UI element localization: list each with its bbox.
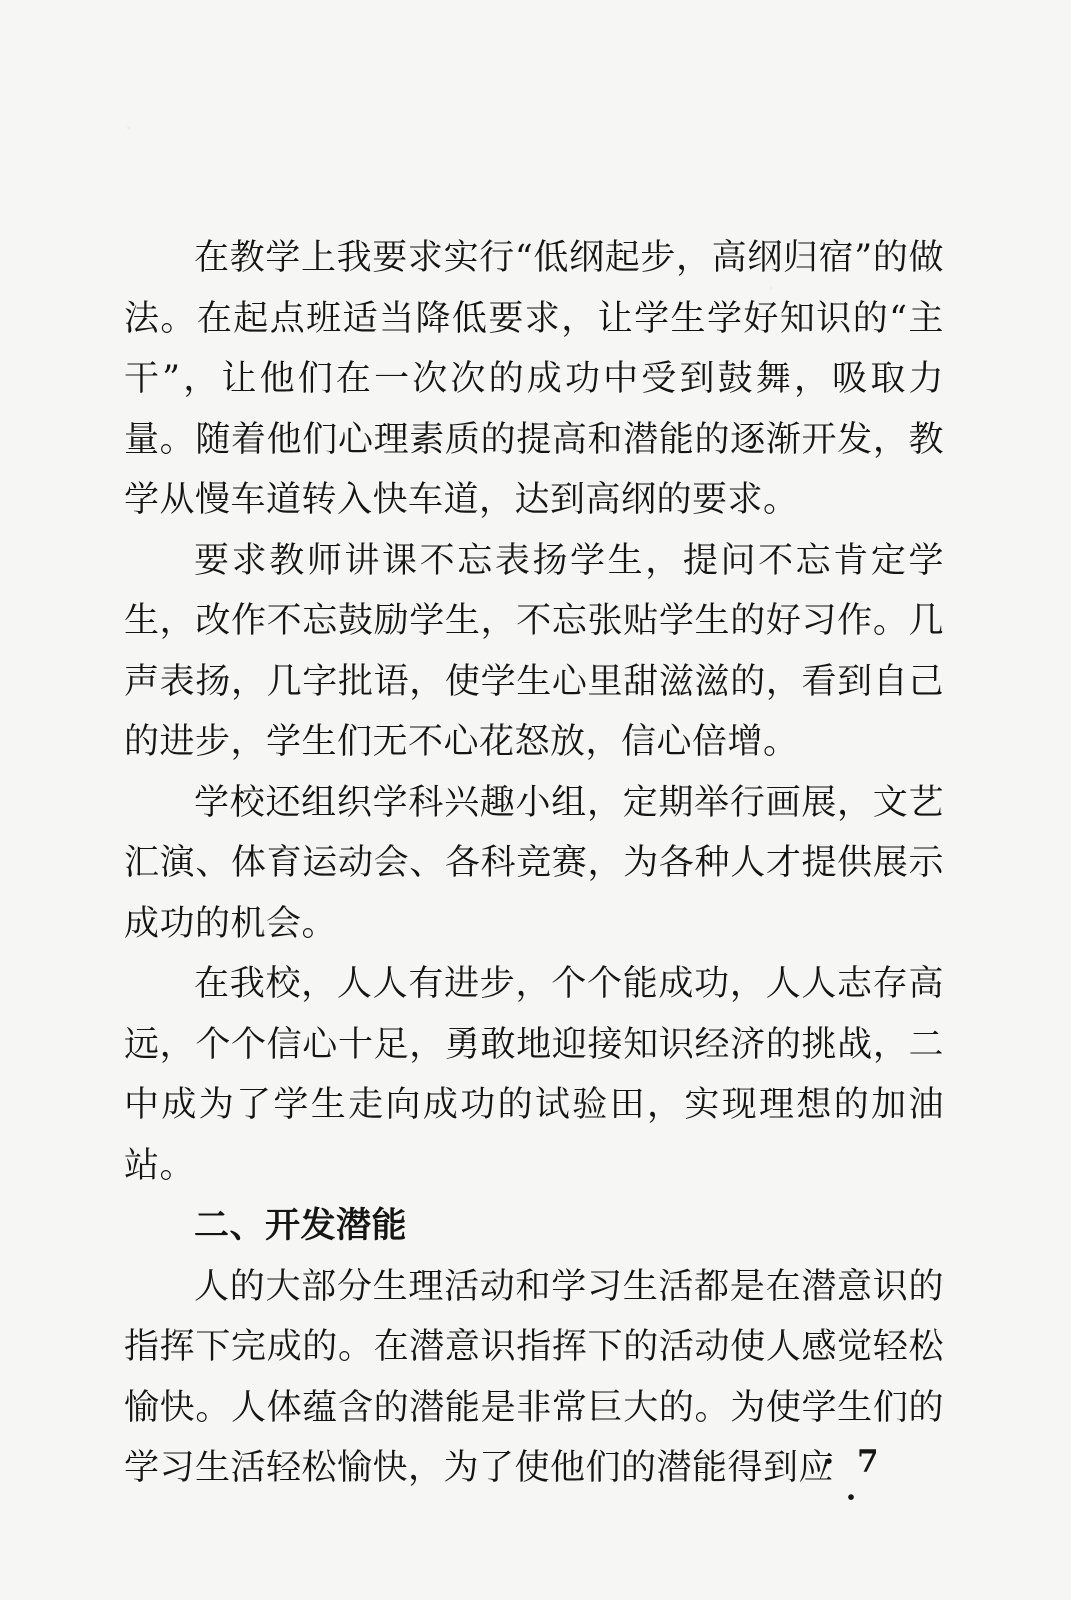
body-text (124, 228, 944, 1499)
paragraph-teaching-requirements: 在教学上我要求实行“低纲起步，高纲归宿”的做法。在起点班适当降低要求，让学生学好知识的“主干”，让他们在一次次的成功中受到鼓舞，吸取力量。随着他们心理素质的提高和潜能的逐渐开发，教学从慢车道转入快车道，达到高纲的要求。 (124, 238, 944, 520)
paragraph-teacher-praise: 要求教师讲课不忘表扬学生，提问不忘肯定学生，改作不忘鼓励学生，不忘张贴学生的好习作。几声表扬，几字批语，使学生心里甜滋滋的，看到自己的进步，学生们无不心花怒放，信心倍增。 (124, 540, 944, 762)
paragraph-potential: 人的大部分生理活动和学习生活都是在潜意识的指挥下完成的。在潜意识指挥下的活动使人感觉轻松愉快。人体蕴含的潜能是非常巨大的。为使学生们的学习生活轻松愉快，为了使他们的潜能得到应 (124, 1266, 944, 1488)
page-number: · 7 · (823, 1444, 885, 1516)
paragraph-school-success: 在我校，人人有进步，个个能成功，人人志存高远，个个信心十足，勇敢地迎接知识经济的挑战，二中成为了学生走向成功的试验田，实现理想的加油站。 (124, 964, 944, 1186)
paragraph-school-activities: 学校还组织学科兴趣小组，定期举行画展，文艺汇演、体育运动会、各科竞赛，为各种人才提供展示成功的机会。 (124, 782, 944, 944)
section-heading-develop-potential: 二、开发潜能 (194, 1205, 408, 1246)
